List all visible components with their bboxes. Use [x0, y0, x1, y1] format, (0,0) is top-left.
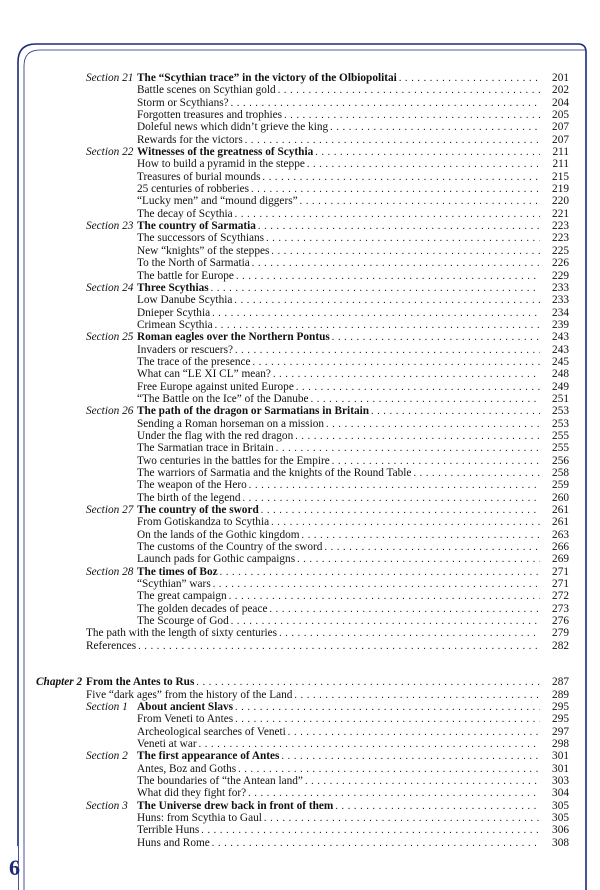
section-label: Section 26	[86, 405, 134, 418]
toc-entry-row	[0, 763, 600, 775]
toc-title-line	[137, 590, 569, 603]
page-ref: 215	[552, 170, 569, 183]
toc-heading-row	[0, 676, 600, 688]
page-ref: 211	[552, 146, 569, 159]
toc-title-line	[137, 84, 569, 97]
toc-title-line	[137, 726, 569, 739]
toc-title-line	[137, 109, 569, 122]
toc-entry-row	[0, 775, 600, 787]
page-ref: 229	[552, 269, 569, 282]
page-ref: 256	[552, 454, 569, 467]
toc-title-line	[137, 319, 569, 332]
toc-entry-row	[0, 97, 600, 109]
section-label: Section 27	[86, 504, 134, 517]
page-ref: 298	[552, 737, 569, 750]
toc-entry-row	[0, 726, 600, 738]
toc-entry-row	[0, 430, 600, 442]
entry-title: Antes, Boz and Goths	[137, 762, 237, 775]
entry-title: The trace of the presence	[137, 355, 251, 368]
entry-title: To the North of Sarmatia	[137, 257, 250, 270]
toc-entry-row	[0, 553, 600, 565]
toc-title-line	[137, 208, 569, 221]
entry-title: What did they fight for?	[137, 787, 247, 800]
entry-title: Witnesses of the greatness of Scythia	[137, 146, 314, 159]
toc-title-line	[137, 381, 569, 394]
toc-entry-row	[0, 615, 600, 627]
page-ref: 276	[552, 615, 569, 628]
toc-title-line	[137, 418, 569, 431]
toc-title-line	[137, 479, 569, 492]
entry-title: How to build a pyramid in the steppe	[137, 158, 305, 171]
page-ref: 220	[552, 195, 569, 208]
toc-title-line	[137, 307, 569, 320]
page-ref: 211	[552, 158, 569, 171]
chapter-label: Chapter 2	[36, 676, 83, 689]
toc-entry-row	[0, 183, 600, 195]
toc-title-line	[137, 775, 569, 788]
toc-entry-row	[0, 824, 600, 836]
toc-entry-row	[0, 134, 600, 146]
toc-entry-row	[0, 109, 600, 121]
entry-title: The warriors of Sarmatia and the knights of the Round Table	[137, 467, 412, 479]
toc-title-line	[137, 146, 569, 159]
toc-entry-row	[0, 356, 600, 368]
entry-title: The first appearance of Antes	[137, 750, 280, 763]
page-ref: 253	[552, 417, 569, 430]
page-ref: 225	[552, 244, 569, 257]
toc-title-line	[137, 603, 569, 616]
toc-title-line	[137, 344, 569, 357]
entry-title: Terrible Huns	[137, 824, 200, 837]
page-ref: 226	[552, 257, 569, 270]
toc-title-line	[137, 824, 569, 837]
toc-heading-row	[0, 282, 600, 294]
toc-title-line	[137, 356, 569, 369]
toc-title-line	[137, 837, 569, 850]
page-ref: 263	[552, 528, 569, 541]
entry-title: About ancient Slavs	[137, 700, 234, 713]
page-ref: 239	[552, 318, 569, 331]
page-ref: 269	[552, 553, 569, 566]
toc-title-line	[137, 800, 569, 813]
entry-title: The boundaries of “the Antean land”	[137, 774, 303, 787]
section-label: Section 24	[86, 281, 134, 294]
page-ref: 207	[552, 133, 569, 146]
toc-entry-row	[0, 158, 600, 170]
toc-title-line	[137, 270, 569, 283]
toc-entry-row	[0, 479, 600, 491]
toc-title-line	[137, 529, 569, 542]
section-label: Section 23	[86, 220, 134, 233]
entry-title: The path of the dragon or Sarmatians in Britain	[137, 405, 370, 418]
toc-entry-row	[0, 232, 600, 244]
toc-heading-row	[0, 800, 600, 812]
page-ref: 234	[552, 306, 569, 319]
toc-heading-row	[0, 72, 600, 84]
toc-entry-row	[0, 603, 600, 615]
section-label: Section 2	[86, 750, 128, 763]
toc-title-line	[137, 368, 569, 381]
toc-title-line	[137, 566, 569, 579]
entry-title: Crimean Scythia	[137, 318, 213, 331]
toc-title-line	[137, 294, 569, 307]
toc-entry-row	[0, 713, 600, 725]
toc-title-line	[137, 492, 569, 505]
toc-heading-row	[0, 750, 600, 762]
section-label: Section 1	[86, 700, 128, 713]
page-ref: 251	[552, 392, 569, 405]
table-of-contents	[0, 72, 600, 849]
toc-title-line	[137, 257, 569, 270]
chapter-gap	[0, 652, 600, 676]
page-ref: 295	[552, 700, 569, 713]
page-ref: 289	[552, 688, 569, 701]
toc-entry-row	[0, 368, 600, 380]
entry-title: The Scourge of God	[137, 615, 229, 628]
toc-title-line	[137, 701, 569, 714]
toc-entry-row	[0, 738, 600, 750]
toc-entry-row	[0, 689, 600, 701]
entry-title: What can “LE XI CL” mean?	[137, 368, 271, 381]
toc-heading-row	[0, 220, 600, 232]
toc-title-line	[137, 158, 569, 171]
page-ref: 261	[552, 504, 569, 517]
entry-title: The great campaign	[137, 590, 227, 603]
toc-entry-row	[0, 270, 600, 282]
toc-entry-row	[0, 393, 600, 405]
toc-entry-row	[0, 455, 600, 467]
toc-heading-row	[0, 701, 600, 713]
entry-title: References	[86, 639, 137, 652]
entry-title: Huns and Rome	[137, 836, 210, 849]
toc-entry-row	[0, 344, 600, 356]
section-label: Section 3	[86, 799, 128, 812]
toc-title-line	[137, 615, 569, 628]
toc-title-line	[137, 195, 569, 208]
toc-title-line	[137, 331, 569, 344]
entry-title: The times of Boz	[137, 565, 218, 578]
toc-title-line	[86, 676, 569, 689]
toc-title-line	[137, 232, 569, 245]
entry-title: The weapon of the Hero	[137, 479, 247, 492]
section-label: Section 22	[86, 146, 134, 159]
page-ref: 295	[552, 713, 569, 726]
entry-title: “Lucky men” and “mound diggers”	[137, 195, 298, 208]
toc-entry-row	[0, 294, 600, 306]
toc-title-line	[137, 171, 569, 184]
page-ref: 305	[552, 799, 569, 812]
toc-heading-row	[0, 146, 600, 158]
toc-title-line	[137, 763, 569, 776]
entry-title: The birth of the legend	[137, 491, 241, 504]
entry-title: Veneti at war	[137, 737, 197, 750]
page-ref: 248	[552, 368, 569, 381]
page-ref: 282	[552, 639, 569, 652]
page-ref: 305	[552, 811, 569, 824]
toc-title-line	[137, 713, 569, 726]
entry-title: The Universe drew back in front of them	[137, 799, 334, 812]
toc-title-line	[86, 689, 569, 702]
entry-title: 25 centuries of robberies	[137, 183, 249, 196]
toc-title-line	[137, 455, 569, 468]
entry-title: The country of Sarmatia	[137, 220, 256, 233]
toc-heading-row	[0, 331, 600, 343]
toc-entry-row	[0, 787, 600, 799]
toc-entry-row	[0, 121, 600, 133]
toc-entry-row	[0, 812, 600, 824]
toc-title-line	[137, 787, 569, 800]
dot-leader	[212, 838, 540, 850]
entry-title: The “Scythian trace” in the victory of the Olbiopolitai	[137, 72, 397, 84]
page-ref: 219	[552, 183, 569, 196]
entry-title: Forgotten treasures and trophies	[137, 109, 283, 122]
toc-title-line	[137, 516, 569, 529]
entry-title: Invaders or rescuers?	[137, 343, 233, 356]
page-ref: 297	[552, 725, 569, 738]
toc-entry-row	[0, 578, 600, 590]
toc-title-line	[137, 553, 569, 566]
entry-title: Doleful news which didn’t grieve the king	[137, 121, 329, 134]
toc-title-line	[137, 220, 569, 233]
page-ref: 243	[552, 343, 569, 356]
toc-entry-row	[0, 307, 600, 319]
toc-entry-row	[0, 837, 600, 849]
toc-title-line	[137, 282, 569, 295]
toc-title-line	[137, 578, 569, 591]
entry-title: The successors of Scythians	[137, 232, 265, 245]
toc-entry-row	[0, 84, 600, 96]
page-ref: 306	[552, 824, 569, 837]
toc-entry-row	[0, 208, 600, 220]
toc-title-line	[137, 393, 569, 406]
toc-entry-row	[0, 418, 600, 430]
page-ref: 308	[552, 836, 569, 849]
toc-title-line	[137, 121, 569, 134]
toc-heading-row	[0, 504, 600, 516]
toc-entry-row	[0, 627, 600, 639]
toc-entry-row	[0, 516, 600, 528]
page-ref: 279	[552, 627, 569, 640]
toc-entry-row	[0, 319, 600, 331]
toc-entry-row	[0, 257, 600, 269]
entry-title: From Gotiskandza to Scythia	[137, 516, 270, 529]
entry-title: From Veneti to Antes	[137, 713, 234, 726]
page-ref: 255	[552, 442, 569, 455]
entry-title: The country of the sword	[137, 504, 259, 517]
entry-title: The decay of Scythia	[137, 207, 233, 220]
toc-heading-row	[0, 566, 600, 578]
entry-title: Free Europe against united Europe	[137, 380, 294, 393]
toc-title-line	[137, 245, 569, 258]
toc-heading-row	[0, 405, 600, 417]
page-ref: 223	[552, 232, 569, 245]
page-ref: 202	[552, 84, 569, 97]
entry-title: Huns: from Scythia to Gaul	[137, 811, 262, 824]
entry-title: Two centuries in the battles for the Empire	[137, 454, 330, 467]
page-ref: 253	[552, 405, 569, 418]
page-ref: 301	[552, 750, 569, 763]
page-ref: 223	[552, 220, 569, 233]
page-ref: 233	[552, 281, 569, 294]
entry-title: Sending a Roman horseman on a mission	[137, 417, 325, 430]
entry-title: Treasures of burial mounds	[137, 170, 261, 183]
page-ref: 201	[552, 72, 569, 84]
toc-title-line	[137, 467, 569, 480]
entry-title: Battle scenes on Scythian gold	[137, 84, 276, 97]
entry-title: Under the flag with the red dragon	[137, 429, 294, 442]
page-ref: 287	[552, 676, 569, 689]
toc-entry-row	[0, 590, 600, 602]
page-ref: 249	[552, 380, 569, 393]
toc-entry-row	[0, 467, 600, 479]
page-ref: 261	[552, 516, 569, 529]
entry-title: The customs of the Country of the sword	[137, 541, 323, 554]
toc-entry-row	[0, 195, 600, 207]
entry-title: Dnieper Scythia	[137, 306, 211, 319]
page-ref: 272	[552, 590, 569, 603]
page-ref: 233	[552, 294, 569, 307]
section-label: Section 21	[86, 72, 134, 84]
toc-title-line	[137, 430, 569, 443]
toc-title-line	[137, 738, 569, 751]
toc-entry-row	[0, 492, 600, 504]
entry-title: Launch pads for Gothic campaigns	[137, 553, 296, 566]
entry-title: “Scythian” wars	[137, 578, 211, 591]
entry-title: Three Scythias	[137, 281, 209, 294]
page-ref: 260	[552, 491, 569, 504]
page-ref: 271	[552, 578, 569, 591]
toc-title-line	[137, 183, 569, 196]
entry-title: Roman eagles over the Northern Pontus	[137, 331, 330, 344]
page-ref: 303	[552, 774, 569, 787]
entry-title: Archeological searches of Veneti	[137, 725, 286, 738]
page-ref: 245	[552, 355, 569, 368]
toc-title-line	[137, 750, 569, 763]
toc-title-line	[137, 812, 569, 825]
entry-title: Storm or Scythians?	[137, 96, 229, 109]
entry-title: “The Battle on the Ice” of the Danube	[137, 392, 309, 405]
section-label: Section 28	[86, 565, 134, 578]
page-ref: 273	[552, 602, 569, 615]
toc-entry-row	[0, 541, 600, 553]
page-ref: 258	[552, 467, 569, 479]
page-ref: 221	[552, 207, 569, 220]
entry-title: New “knights” of the steppes	[137, 244, 270, 257]
toc-title-line	[137, 442, 569, 455]
entry-title: The battle for Europe	[137, 269, 234, 282]
section-label: Section 25	[86, 331, 134, 344]
entry-title: From the Antes to Rus	[86, 676, 195, 689]
page-ref: 301	[552, 762, 569, 775]
page-ref: 304	[552, 787, 569, 800]
toc-entry-row	[0, 245, 600, 257]
toc-title-line	[86, 640, 569, 653]
entry-title: Low Danube Scythia	[137, 294, 233, 307]
toc-entry-row	[0, 381, 600, 393]
page-number: 6	[9, 855, 20, 880]
entry-title: Five “dark ages” from the history of the Land	[86, 688, 293, 701]
toc-title-line	[137, 541, 569, 554]
page-ref: 255	[552, 429, 569, 442]
toc-title-line	[137, 97, 569, 110]
page-ref: 207	[552, 121, 569, 134]
entry-title: The Sarmatian trace in Britain	[137, 442, 274, 455]
entry-title: Rewards for the victors	[137, 133, 243, 146]
page-ref: 204	[552, 96, 569, 109]
toc-title-line	[137, 134, 569, 147]
entry-title: The path with the length of sixty centuries	[86, 627, 278, 640]
toc-title-line	[137, 504, 569, 517]
toc-title-line	[86, 627, 569, 640]
page-ref: 259	[552, 479, 569, 492]
toc-title-line	[137, 72, 569, 85]
toc-entry-row	[0, 529, 600, 541]
entry-title: The golden decades of peace	[137, 602, 268, 615]
entry-title: On the lands of the Gothic kingdom	[137, 528, 300, 541]
page-ref: 205	[552, 109, 569, 122]
toc-title-line	[137, 405, 569, 418]
page-ref: 243	[552, 331, 569, 344]
toc-entry-row	[0, 640, 600, 652]
page-ref: 266	[552, 541, 569, 554]
page-ref: 271	[552, 565, 569, 578]
toc-entry-row	[0, 442, 600, 454]
toc-entry-row	[0, 171, 600, 183]
